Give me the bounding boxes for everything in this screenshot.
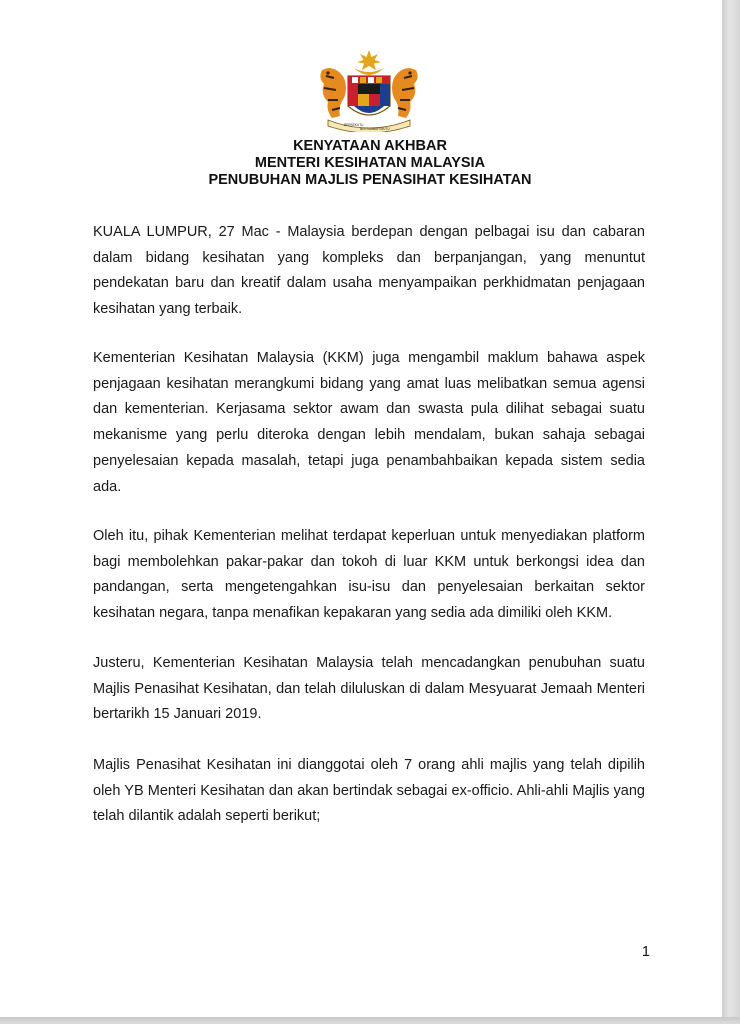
crescent bbox=[354, 68, 384, 75]
page-edge-right bbox=[722, 0, 740, 1024]
paragraph-2: Kementerian Kesihatan Malaysia (KKM) juga mengambil maklum bahawa aspek penjagaan kesihatan merangkumi bidang yang amat luas melibatkan semua agensi dan kementerian. Kerjasama sektor awam dan swasta pula dilihat sebagai suatu mekanisme yang perlu diteroka dengan lebih mendalam, bukan sahaja sebagai penyelesaian kepada masalah, tetapi juga penambahbaikan kepada sistem sedia ada. bbox=[93, 350, 645, 495]
motto-upper-text: BERSEKUTU bbox=[344, 123, 364, 127]
shield bbox=[348, 76, 390, 115]
heading-press-statement: KENYATAAN AKHBAR bbox=[293, 138, 447, 154]
motto-lower-text: BERTAMBAH MUTU bbox=[360, 127, 390, 131]
right-tiger bbox=[392, 68, 418, 118]
paragraph-4: Justeru, Kementerian Kesihatan Malaysia telah mencadangkan penubuhan suatu Majlis Penasihat Kesihatan, dan telah diluluskan di dalam Mesyuarat Jemaah Menteri bertarikh 15 Januari 2019. bbox=[93, 655, 645, 723]
motto-scroll bbox=[328, 120, 410, 132]
heading-subject: PENUBUHAN MAJLIS PENASIHAT KESIHATAN bbox=[208, 172, 532, 188]
paragraph-5: Majlis Penasihat Kesihatan ini dianggotai oleh 7 orang ahli majlis yang telah dipilih oleh YB Menteri Kesihatan dan akan bertindak sebagai ex-officio. Ahli-ahli Majlis yang telah dilantik adalah seperti berikut; bbox=[93, 757, 645, 825]
malaysia-coat-of-arms-icon bbox=[314, 48, 424, 132]
page-number: 1 bbox=[641, 944, 650, 960]
page-edge-bottom bbox=[0, 1017, 740, 1024]
federal-star bbox=[357, 50, 381, 70]
paragraph-1: KUALA LUMPUR, 27 Mac - Malaysia berdepan dengan pelbagai isu dan cabaran dalam bidang kesihatan yang kompleks dan berpanjangan, yang menuntut pendekatan baru dan kreatif dalam usaha menyampaikan perkhidmatan penjagaan kesihatan yang terbaik. bbox=[93, 224, 645, 318]
heading-ministry: MENTERI KESIHATAN MALAYSIA bbox=[254, 155, 486, 171]
paragraph-3: Oleh itu, pihak Kementerian melihat terdapat keperluan untuk menyediakan platform bagi membolehkan pakar-pakar dan tokoh di luar KKM untuk berkongsi idea dan pandangan, serta mengetengahkan isu-isu dan penyelesaian berkaitan sektor kesihatan negara, tanpa menafikan kepakaran yang sedia ada dimiliki oleh KKM. bbox=[93, 528, 645, 622]
left-tiger bbox=[320, 68, 346, 118]
